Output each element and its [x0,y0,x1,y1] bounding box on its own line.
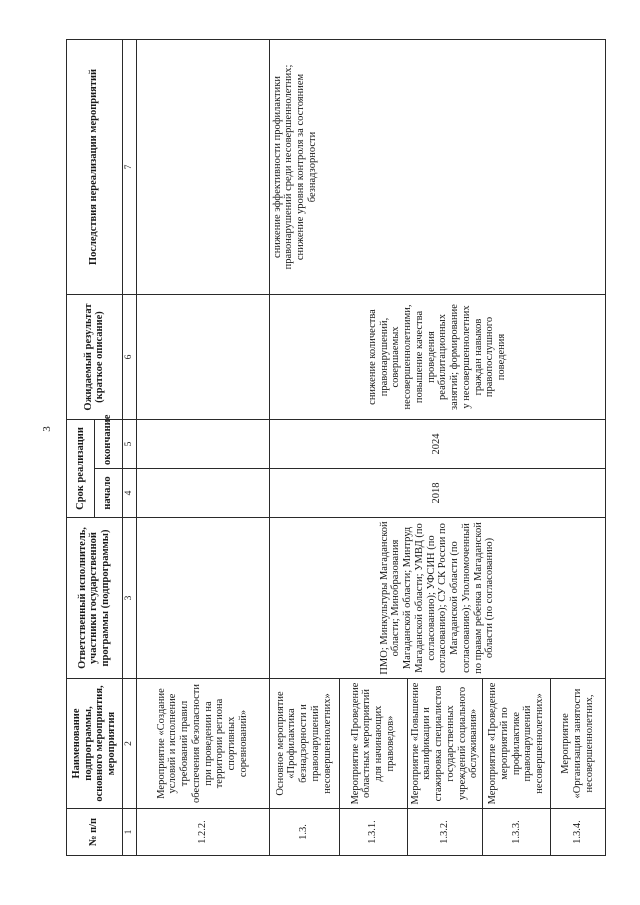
column-number: 3 [122,518,136,679]
column-number: 5 [122,420,136,469]
row-number: 1.3. [269,809,339,856]
column-number: 7 [122,40,136,295]
header-period: Срок реализации [67,420,95,518]
row-name: Мероприятие «Организация занятости несовершеннолетних, [551,679,606,809]
expected-result: снижение количества правонарушений, совершаемых несовершеннолетними, повышение качества проведения реабилитационных занятий; формирование у несовершеннолетних граждан навыков правопослушного поведения [269,295,606,420]
end-year: 2024 [269,420,606,469]
rotated-table-wrapper [66,40,606,856]
empty-cell [136,518,269,679]
column-number: 6 [122,295,136,420]
empty-cell [136,40,269,295]
column-number: 1 [122,809,136,856]
row-name: Мероприятие «Проведение мероприятий по профилактике правонарушений несовершеннолетних» [483,679,551,809]
row-name: Основное мероприятие «Профилактика безнадзорности и правонарушений несовершеннолетних» [269,679,339,809]
column-number-row [122,40,136,856]
table-row [136,40,269,856]
row-number: 1.3.2. [407,809,483,856]
executor-cell: ПМО; Минкультуры Магаданской области; Минобразования Магаданской области; Минтруд Магаданской области; УМВД (по согласованию); УФСИН (по согласованию); СУ СК России по Магаданской области (по согласованию); Уполномоченный по правам ребенка в Магаданской области (по согласованию) [269,518,606,679]
header-executor: Ответственный исполнитель, участники государственной программы (подпрограммы) [67,518,123,679]
table-row [269,40,339,856]
column-number: 4 [122,469,136,518]
empty-cell [136,295,269,420]
header-result: Ожидаемый результат (краткое описание) [67,295,123,420]
page-number: 3 [41,426,53,432]
header-name: Наименование подпрограммы, основного мероприятия, мероприятия [67,679,123,809]
empty-cell [136,469,269,518]
row-name: Мероприятие «Проведение областных мероприятий для начинающих правоведов» [339,679,407,809]
consequences-cell: снижение эффективности профилактики правонарушений среди несовершеннолетних; снижение уровня контроля за состоянием безнадзорности [269,40,606,295]
row-number: 1.3.1. [339,809,407,856]
document-sheet [66,40,606,856]
row-name: Мероприятие «Повышение квалификации и стажировка специалистов государственных учреждений социального обслуживания» [407,679,483,809]
row-number: 1.3.4. [551,809,606,856]
column-number: 2 [122,679,136,809]
header-start: начало [94,469,122,518]
header-end: окончание [94,420,122,469]
program-measures-table [66,39,606,856]
start-year: 2018 [269,469,606,518]
header-row-1 [67,40,95,856]
row-number: 1.2.2. [136,809,269,856]
row-name: Мероприятие «Создание условий и исполнение требований правил обеспечения безопасности при проведении на территории региона спортивных соревнований» [136,679,269,809]
empty-cell [136,420,269,469]
header-num: № п/п [67,809,123,856]
header-consequences: Последствия нереализации мероприятий [67,40,123,295]
row-number: 1.3.3. [483,809,551,856]
